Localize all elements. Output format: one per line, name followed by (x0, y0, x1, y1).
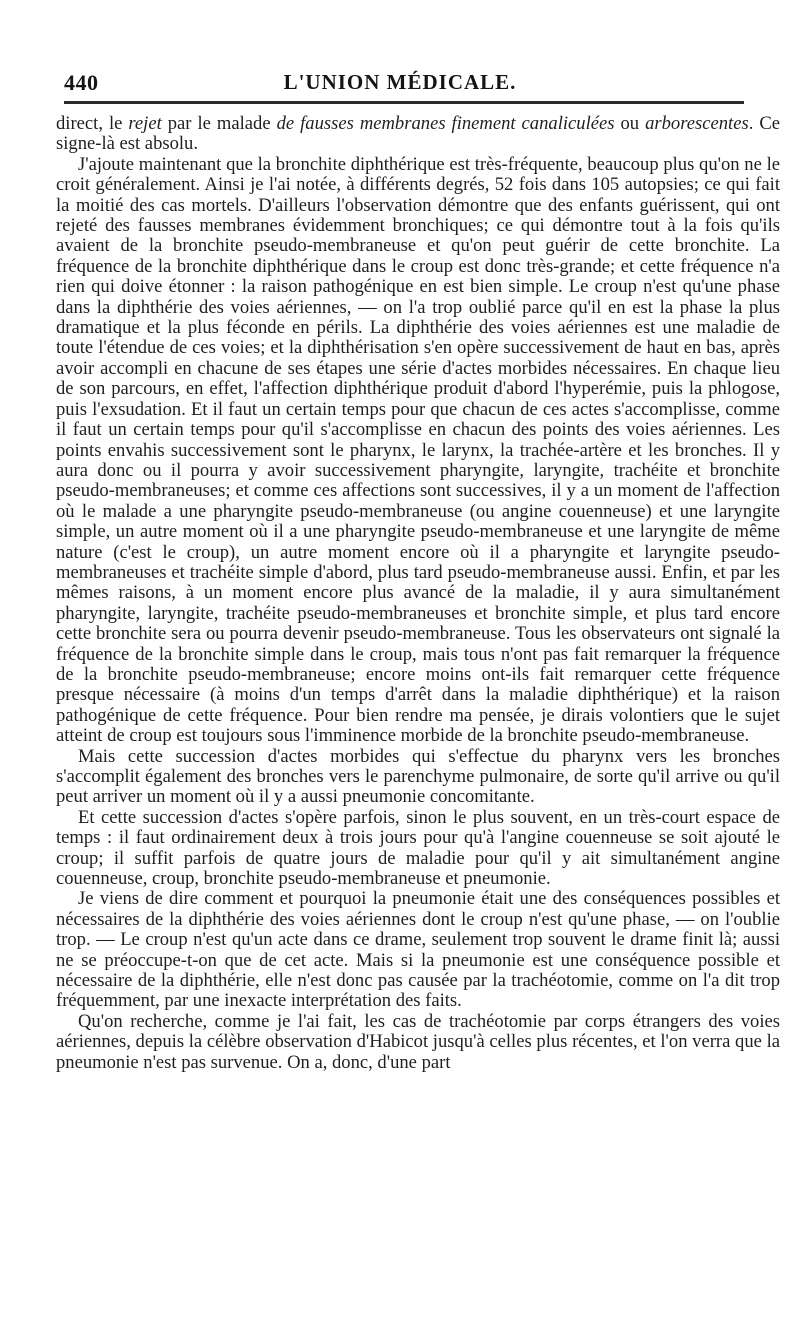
running-title: L'UNION MÉDICALE. (283, 70, 517, 94)
text-span: direct, le (56, 113, 129, 134)
paragraph-4: Et cette succession d'actes s'opère parfois, sinon le plus souvent, en un très-court espace de temps : il faut ordinairement deux à trois jours pour qu'à l'angine couenneuse se soit ajouté le croup; il suffit parfois de quatre jours de maladie pour qu'il y ait simultanément angine couenneuse, croup, bronchite pseudo-membraneuse et pneumonie. (56, 806, 780, 890)
paragraph-2: J'ajoute maintenant que la bronchite diphthérique est très-fréquente, beaucoup plus qu'on ne le croit généralement. Ainsi je l'ai notée, à différents degrés, 52 fois dans 105 autopsies; ce qui fait la moitié des cas mortels. D'ailleurs l'observation démontre que des enfants guérissent, qui ont rejeté des fausses membranes évidemment bronchiques; ce qui démontre tout à la fois qu'ils avaient de la bronchite pseudo-membraneuse et qu'on peut guérir de cette bronchite. La fréquence de la bronchite diphthérique dans le croup est donc très-grande; et cette fréquence n'a rien qui doive étonner : la raison pathogénique en est bien simple. Le croup n'est qu'une phase dans la diphthérie des voies aériennes, — on l'a trop oublié parce qu'il en est la phase la plus dramatique et la plus féconde en périls. La diphthérie des voies aériennes est une maladie de toute l'étendue de ces voies; et la diphthérisation s'en opère successivement de haut en bas, après avoir accompli en chacune de ses étapes une série d'actes morbides nécessaires. En chaque lieu de son parcours, en effet, l'affection diphthérique produit d'abord l'hyperémie, puis la phlogose, puis l'exsudation. Et il faut un certain temps pour que chacun de ces actes s'accomplisse, comme il faut un certain temps pour qu'il s'accomplisse en chacun des points des voies aériennes. Les points envahis successivement sont le pharynx, le larynx, la trachée-artère et les bronches. Il y aura donc ou il pourra y avoir successivement pharyngite, laryngite, trachéite et bronchite pseudo-membraneuses; et comme ces affections sont successives, il y a un moment de l'affection où le malade a une pharyngite pseudo-membraneuse (ou angine couenneuse) et une laryngite simple, un autre moment où il a une pharyngite pseudo-membraneuse et une laryngite de même nature (c'est le croup), un autre moment encore où il a pharyngite et laryngite pseudo-membraneuses et trachéite simple d'abord, plus tard pseudo-membraneuse aussi. Enfin, et par les mêmes raisons, à un moment encore plus avancé de la maladie, il y aura simultanément pharyngite, laryngite, trachéite pseudo-membraneuses et bronchite simple, et plus tard encore cette bronchite sera ou pourra devenir pseudo-membraneuse. Tous les observateurs ont signalé la fréquence de la bronchite simple dans le croup, mais tous n'ont pas fait remarquer la fréquence de la bronchite pseudo-membraneuse; encore moins ont-ils fait remarquer cette fréquence presque nécessaire (à moins d'un temps d'arrêt dans la maladie diphthérique) et la raison pathogénique de cette fréquence. Pour bien rendre ma pensée, je dirais volontiers que le sujet atteint de croup est toujours sous l'imminence morbide de la bronchite pseudo-membraneuse. (56, 153, 780, 747)
text-span: par le malade (161, 113, 277, 134)
paragraph-3: Mais cette succession d'actes morbides qui s'effectue du pharynx vers les bronches s'accomplit également des bronches vers le parenchyme pulmonaire, de sorte qu'il arrive ou qu'il peut arriver un moment où il y a aussi pneumonie concomitante. (56, 745, 780, 808)
italic-span: arborescentes (645, 113, 749, 134)
paragraph-1 (56, 114, 780, 155)
article-body (56, 114, 780, 1073)
italic-span: de fausses membranes finement canaliculées (276, 113, 615, 134)
text-span: ou (614, 113, 646, 134)
header-rule (64, 101, 744, 104)
paragraph-5: Je viens de dire comment et pourquoi la pneumonie était une des conséquences possibles et nécessaires de la diphthérie des voies aériennes dont le croup n'est qu'une phase, — on l'oublie trop. — Le croup n'est qu'un acte dans ce drame, seulement trop souvent le drame finit là; aussi ne se préoccupe-t-on que de cet acte. Mais si la pneumonie est une conséquence possible et nécessaire de la diphthérie, elle n'est donc pas causée par la trachéotomie, comme on l'a dit trop fréquemment, par une inexacte interprétation des faits. (56, 888, 780, 1012)
page-number: 440 (64, 70, 99, 95)
page-header (64, 60, 736, 96)
italic-span: rejet (128, 113, 162, 134)
text-span: . Ce signe-là est absolu. (56, 113, 780, 155)
paragraph-6: Qu'on recherche, comme je l'ai fait, les cas de trachéotomie par corps étrangers des voies aériennes, depuis la célèbre observation d'Habicot jusqu'à celles plus récentes, et l'on verra que la pneumonie n'est pas survenue. On a, donc, d'une part (56, 1010, 780, 1073)
